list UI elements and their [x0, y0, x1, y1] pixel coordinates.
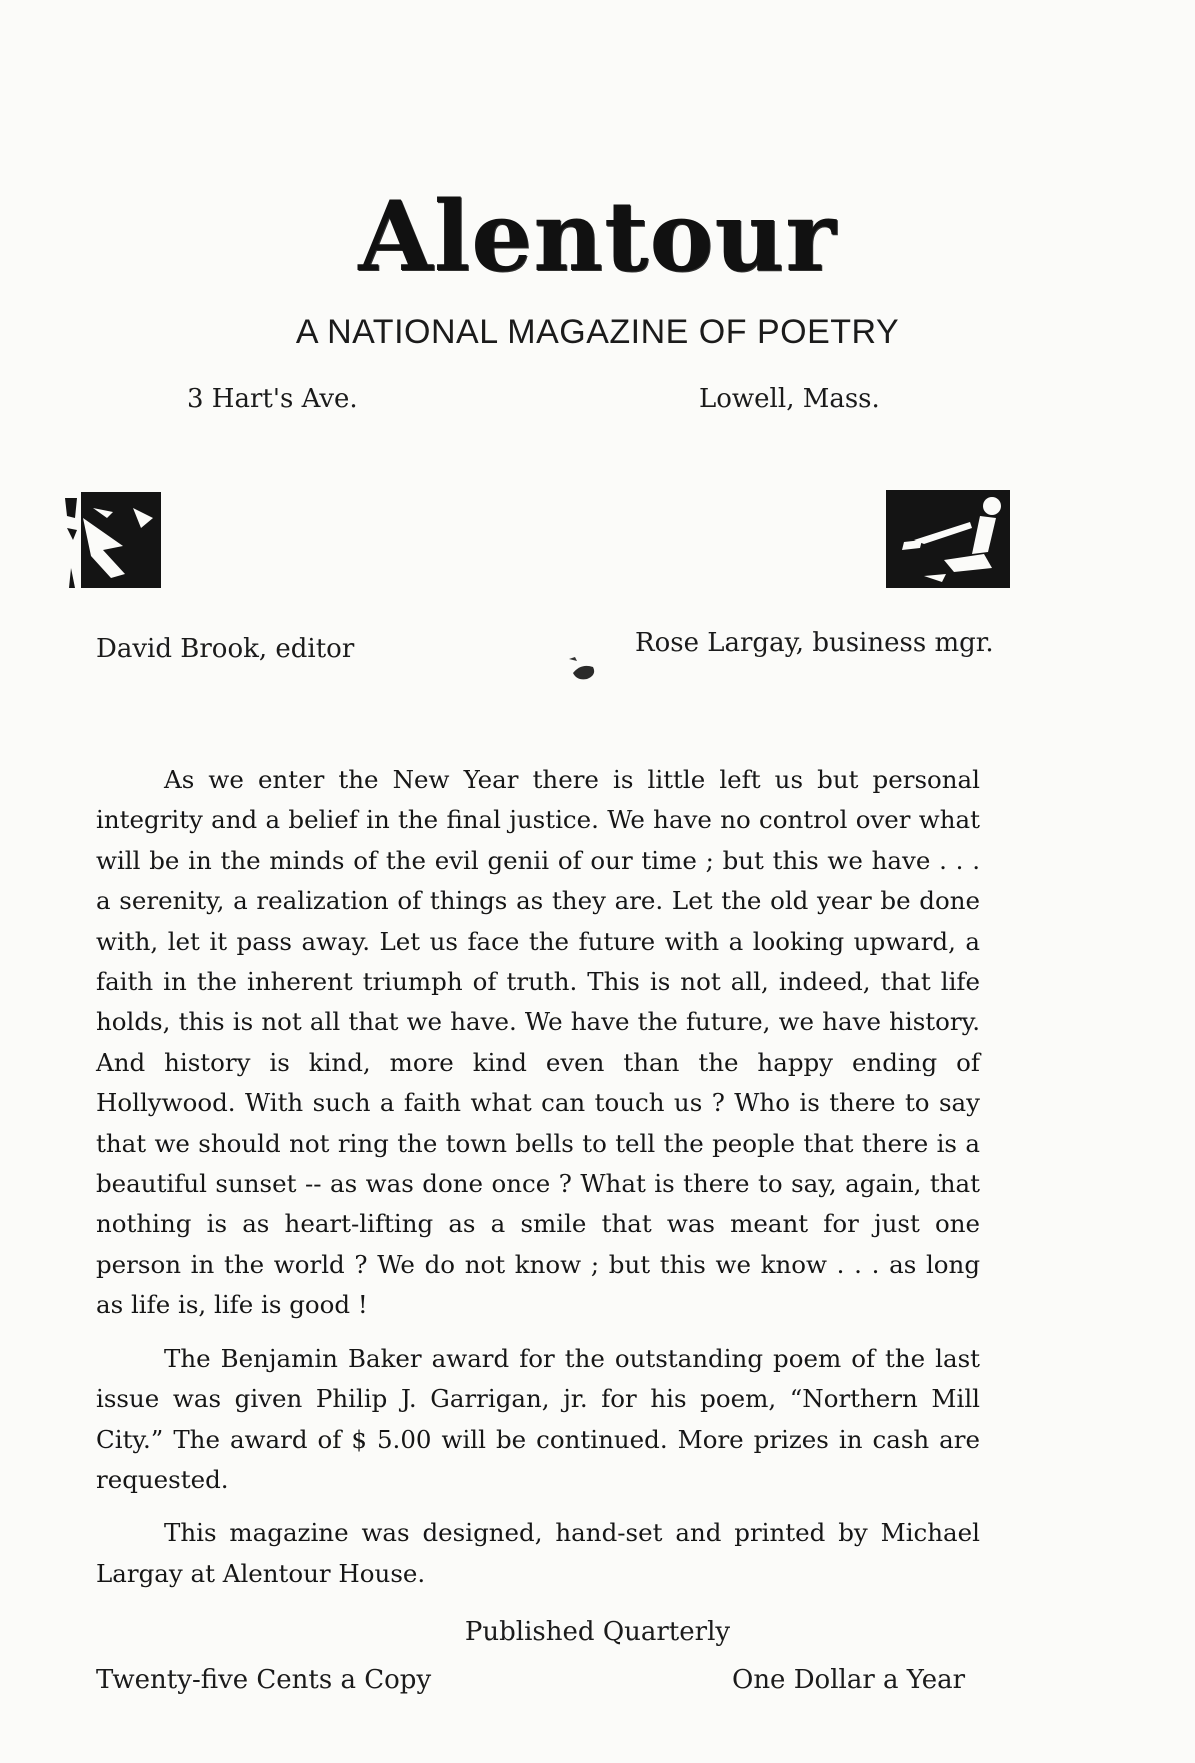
annual-subscription-price: One Dollar a Year — [732, 1665, 966, 1695]
editorial-paragraph-new-year: As we enter the New Year there is little left us but personal integrity and a belief in the final justice. We have no control over what will be in the minds of the evil genii of our time ; but this we have . . . a serenity, a realization of things as they are. Let the old year be done with, let it pass away. Let us face the future with a looking upward, a faith in the inherent triumph of truth. This is not all, indeed, that life holds, this is not all that we have. We have the future, we have history. And history is kind, more kind even than the happy ending of Hollywood. With such a faith what can touch us ? Who is there to say that we should not ring the town bells to tell the people that there is a beautiful sunset -- as was done once ? What is there to say, again, that nothing is as heart-lifting as a smile that was meant for just one person in the world ? We do not know ; but this we know . . . as long as life is, life is good ! — [96, 765, 980, 1320]
masthead-title: Alentour — [358, 180, 837, 293]
publication-frequency: Published Quarterly — [464, 1617, 731, 1647]
city-address: Lowell, Mass. — [699, 384, 880, 414]
editorial-paragraph-printer: This magazine was designed, hand-set and printed by Michael Largay at Alentour House. — [96, 1518, 980, 1588]
woodcut-ornament-left — [63, 488, 163, 592]
single-copy-price: Twenty-five Cents a Copy — [96, 1665, 432, 1695]
woodcut-ornament-right — [884, 488, 1012, 590]
ink-blot-decoration — [565, 655, 599, 683]
editor-credit: David Brook, editor — [96, 634, 355, 664]
editorial-body — [96, 760, 980, 1607]
editorial-paragraph-award: The Benjamin Baker award for the outstanding poem of the last issue was given Philip J. Garrigan, jr. for his poem, “Northern Mill City.” The award of $ 5.00 will be continued. More prizes in cash are requested. — [96, 1343, 980, 1494]
street-address: 3 Hart's Ave. — [187, 384, 358, 414]
masthead-subtitle: A NATIONAL MAGAZINE OF POETRY — [295, 313, 900, 351]
business-manager-credit: Rose Largay, business mgr. — [635, 628, 994, 658]
